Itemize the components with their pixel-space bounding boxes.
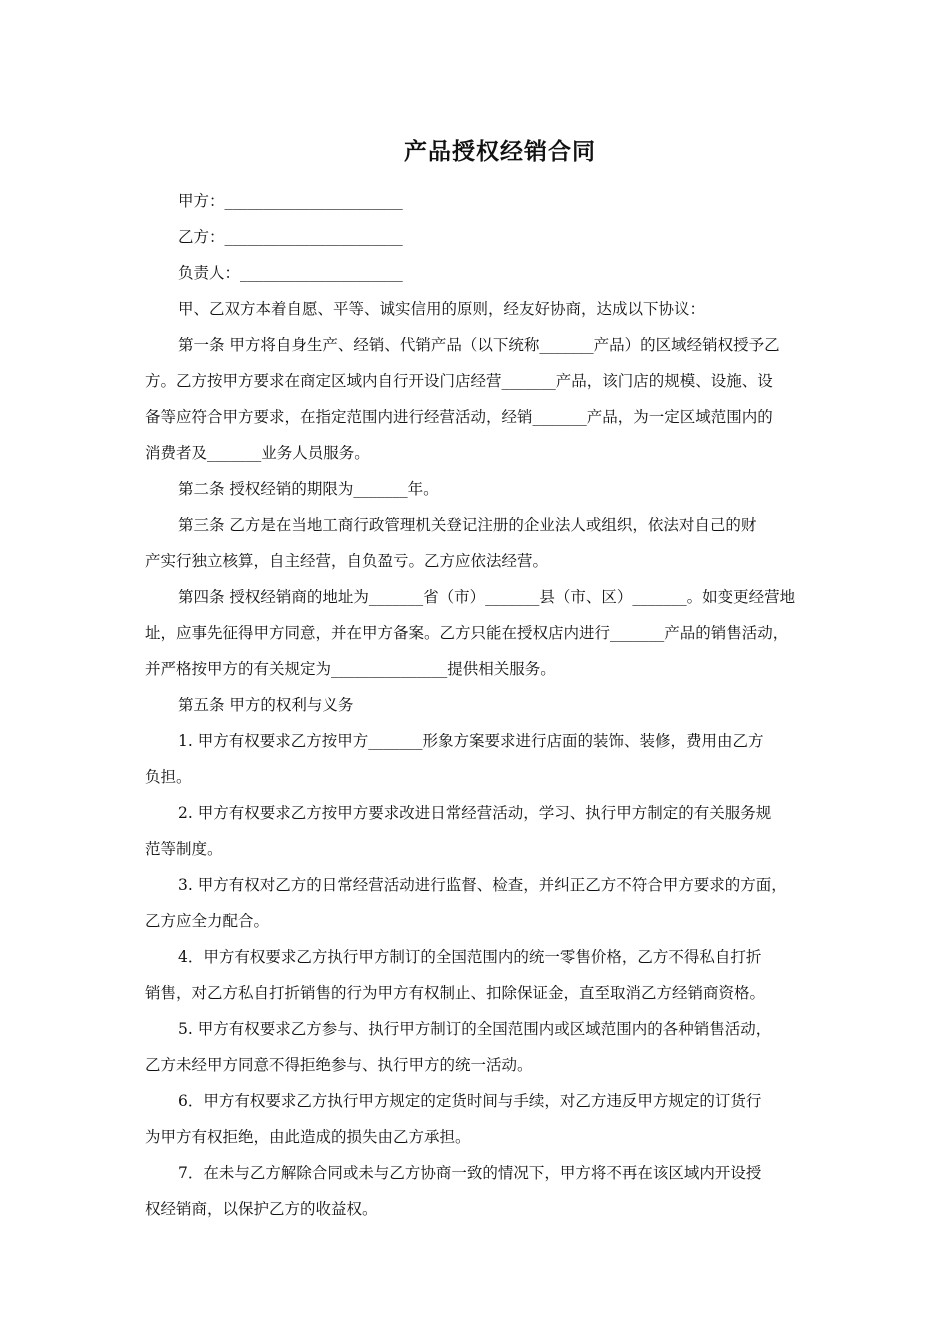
- contract-line: 乙方：_______________________: [178, 228, 403, 246]
- contract-line: 负担。: [145, 768, 192, 786]
- contract-line: 甲、乙双方本着自愿、平等、诚实信用的原则，经友好协商，达成以下协议：: [178, 300, 706, 318]
- contract-line: 第二条 授权经销的期限为_______年。: [178, 480, 439, 498]
- contract-line: 方。乙方按甲方要求在商定区域内自行开设门店经营_______产品，该门店的规模、设施、设: [145, 372, 773, 390]
- contract-line: 产实行独立核算，自主经营，自负盈亏。乙方应依法经营。: [145, 552, 549, 570]
- contract-line: 乙方应全力配合。: [145, 912, 270, 930]
- contract-line: 第三条 乙方是在当地工商行政管理机关登记注册的企业法人或组织，依法对自己的财: [178, 516, 757, 534]
- contract-line: 第五条 甲方的权利与义务: [178, 696, 354, 714]
- contract-line: 址，应事先征得甲方同意，并在甲方备案。乙方只能在授权店内进行_______产品的销售活动，: [145, 624, 789, 642]
- contract-line: 为甲方有权拒绝，由此造成的损失由乙方承担。: [145, 1128, 471, 1146]
- contract-line: 范等制度。: [145, 840, 223, 858]
- contract-body: [145, 183, 813, 1227]
- document-title: 产品授权经销合同: [404, 138, 596, 165]
- contract-line: 第四条 授权经销商的地址为_______省（市）_______县（市、区）_______。如变更经营地: [178, 588, 796, 606]
- contract-line: 3. 甲方有权对乙方的日常经营活动进行监督、检查，并纠正乙方不符合甲方要求的方面，: [178, 876, 787, 894]
- contract-line: 4．甲方有权要求乙方执行甲方制订的全国范围内的统一零售价格，乙方不得私自打折: [178, 948, 762, 966]
- contract-line: 6．甲方有权要求乙方执行甲方规定的定货时间与手续，对乙方违反甲方规定的订货行: [178, 1092, 762, 1110]
- contract-line: 并严格按甲方的有关规定为_______________提供相关服务。: [145, 660, 556, 678]
- contract-line: 1. 甲方有权要求乙方按甲方_______形象方案要求进行店面的装饰、装修，费用由乙方: [178, 732, 764, 750]
- contract-line: 第一条 甲方将自身生产、经销、代销产品（以下统称_______产品）的区域经销权授予乙: [178, 336, 780, 354]
- contract-line: 乙方未经甲方同意不得拒绝参与、执行甲方的统一活动。: [145, 1056, 533, 1074]
- contract-line: 权经销商，以保护乙方的收益权。: [145, 1200, 378, 1218]
- contract-line: 5. 甲方有权要求乙方参与、执行甲方制订的全国范围内或区域范围内的各种销售活动，: [178, 1020, 772, 1038]
- contract-line: 消费者及_______业务人员服务。: [145, 444, 370, 462]
- contract-line: 销售，对乙方私自打折销售的行为甲方有权制止、扣除保证金，直至取消乙方经销商资格。: [145, 984, 766, 1002]
- contract-line: 负责人：_____________________: [178, 264, 403, 282]
- contract-line: 7．在未与乙方解除合同或未与乙方协商一致的情况下，甲方将不再在该区域内开设授: [178, 1164, 762, 1182]
- contract-line: 2. 甲方有权要求乙方按甲方要求改进日常经营活动，学习、执行甲方制定的有关服务规: [178, 804, 772, 822]
- contract-line: 备等应符合甲方要求，在指定范围内进行经营活动，经销_______产品，为一定区域范围内的: [145, 408, 773, 426]
- contract-line: 甲方：_______________________: [178, 192, 403, 210]
